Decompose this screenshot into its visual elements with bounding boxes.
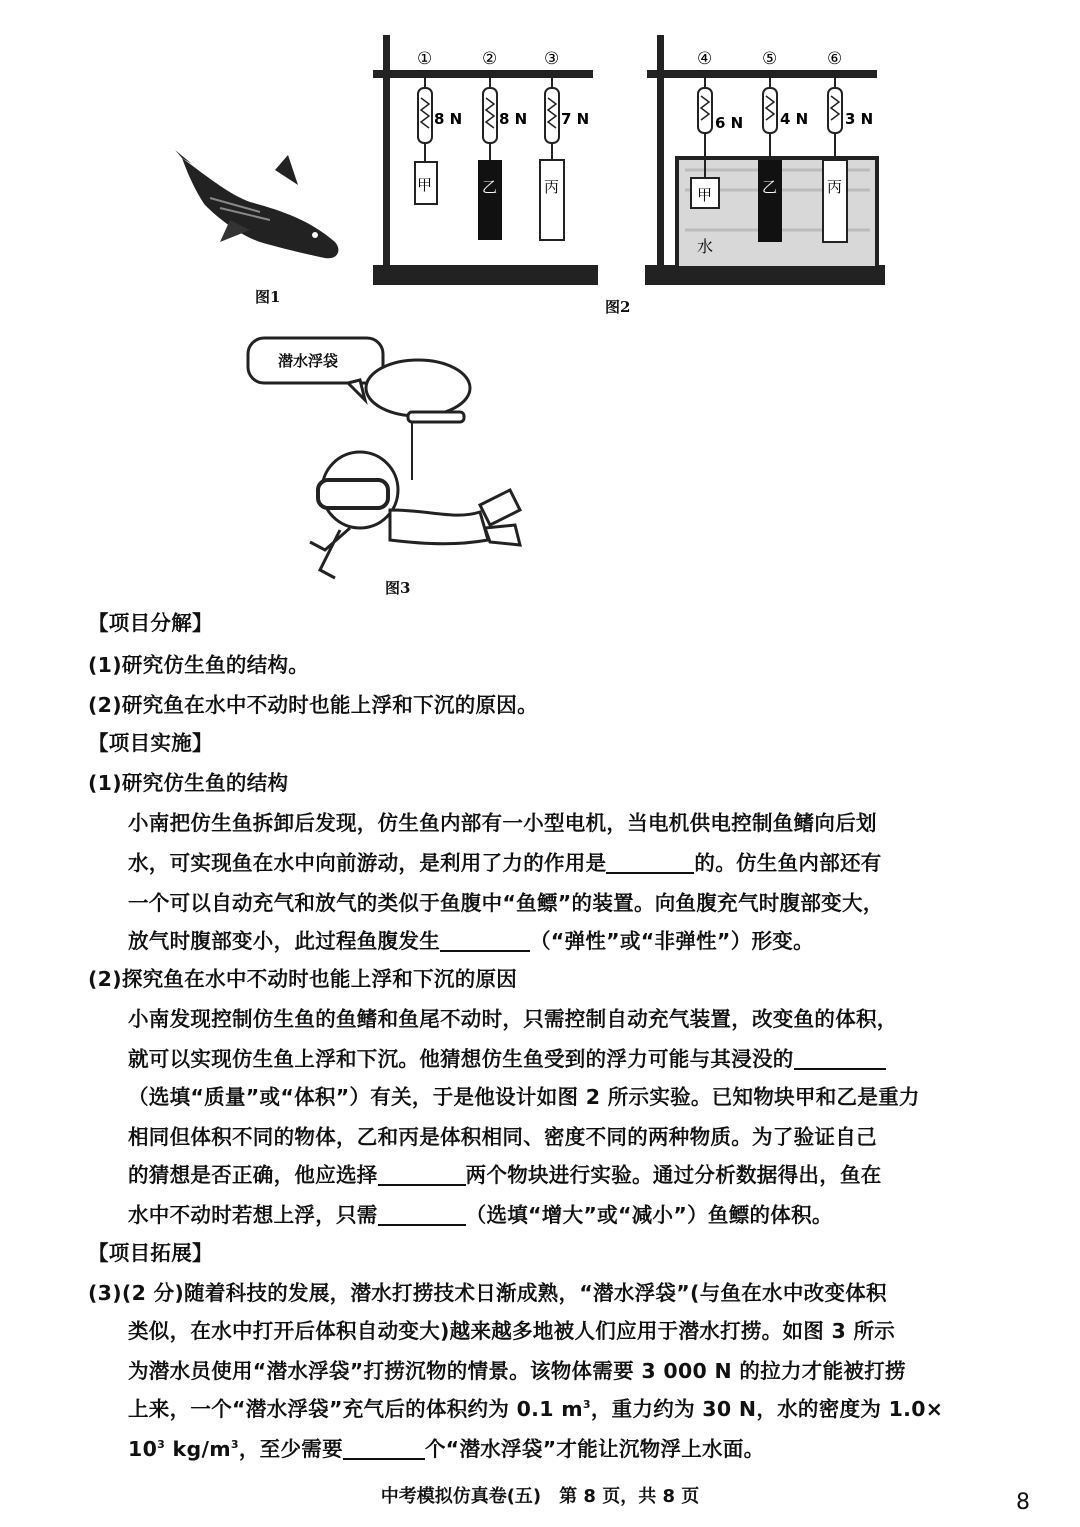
label-1: ① (417, 49, 433, 69)
answer-blank-4[interactable] (378, 1161, 466, 1186)
label-6: ⑥ (827, 49, 843, 69)
impl1-line1: 小南把仿生鱼拆卸后发现，仿生鱼内部有一小型电机，当电机供电控制鱼鳍向后划 (128, 811, 877, 835)
impl2-line3: （选填“质量”或“体积”）有关，于是他设计如图 2 所示实验。已知物块甲和乙是重力 (128, 1085, 920, 1109)
decompose-2: (2)研究鱼在水中不动时也能上浮和下沉的原因。 (88, 693, 538, 717)
reading-3: 7 N (561, 110, 590, 128)
impl2-line5: 的猜想是否正确，他应选择 两个物块进行实验。通过分析数据得出，鱼在 (128, 1163, 882, 1187)
block-yi-right: 乙 (762, 178, 778, 196)
block-bing-left: 丙 (544, 178, 560, 196)
label-5: ⑤ (762, 49, 778, 69)
reading-1: 8 N (434, 110, 463, 128)
decompose-heading: 【项目分解】 (88, 611, 213, 635)
answer-blank-1[interactable] (606, 849, 694, 874)
fig1-shark-illustration (170, 150, 360, 270)
label-2: ② (482, 49, 498, 69)
fig2-caption: 图2 (605, 298, 631, 316)
implement-heading: 【项目实施】 (88, 731, 213, 755)
impl1-line4: 放气时腹部变小，此过程鱼腹发生 （“弹性”或“非弹性”）形变。 (128, 929, 814, 953)
block-jia-right: 甲 (697, 186, 713, 204)
impl2-line2: 就可以实现仿生鱼上浮和下沉。他猜想仿生鱼受到的浮力可能与其浸没的 (128, 1042, 886, 1072)
page-footer: 中考模拟仿真卷(五) 第 8 页，共 8 页 (380, 1486, 700, 1507)
answer-blank-3[interactable] (794, 1045, 886, 1070)
page-number: 8 (1016, 1490, 1030, 1515)
block-yi-left: 乙 (482, 178, 498, 196)
reading-2: 8 N (499, 110, 528, 128)
impl2-line4: 相同但体积不同的物体，乙和丙是体积相同、密度不同的两种物质。为了验证自己 (128, 1125, 877, 1149)
impl2-line1: 小南发现控制仿生鱼的鱼鳍和鱼尾不动时，只需控制自动充气装置，改变鱼的体积， (128, 1007, 898, 1031)
answer-blank-5[interactable] (378, 1201, 466, 1226)
exp-line1: (3)(2 分)随着科技的发展，潜水打捞技术日渐成熟，“潜水浮袋”(与鱼在水中改变体积 (88, 1281, 887, 1305)
block-bing-right: 丙 (827, 178, 843, 196)
fig3-bubble-text: 潜水浮袋 (278, 352, 339, 370)
exp-line3: 为潜水员使用“潜水浮袋”打捞沉物的情景。该物体需要 3 000 N 的拉力才能被打捞 (128, 1359, 906, 1383)
decompose-1: (1)研究仿生鱼的结构。 (88, 653, 310, 677)
water-label: 水 (697, 237, 714, 256)
impl2-title: (2)探究鱼在水中不动时也能上浮和下沉的原因 (88, 967, 518, 991)
reading-4: 6 N (715, 114, 744, 132)
impl1-line3: 一个可以自动充气和放气的类似于鱼腹中“鱼鳔”的装置。向鱼腹充气时腹部变大， (128, 891, 884, 915)
impl1-line2: 水，可实现鱼在水中向前游动，是利用了力的作用是 的。仿生鱼内部还有 (128, 851, 882, 875)
fig3-caption: 图3 (385, 579, 411, 597)
exp-line4: 上来，一个“潜水浮袋”充气后的体积约为 0.1 $m^3$，重力约为 30 N，水的密度为 1.0× (128, 1397, 944, 1421)
fig1-caption: 图1 (255, 288, 281, 306)
expand-heading: 【项目拓展】 (88, 1241, 213, 1265)
answer-blank-2[interactable] (440, 927, 530, 952)
block-jia-left: 甲 (417, 176, 433, 194)
reading-6: 3 N (845, 110, 874, 128)
impl2-line6: 水中不动时若想上浮，只需 （选填“增大”或“减小”）鱼鳔的体积。 (128, 1203, 833, 1227)
fig2-experiment-diagram (365, 30, 895, 300)
scale-3 (540, 70, 564, 240)
impl1-title: (1)研究仿生鱼的结构 (88, 771, 289, 795)
answer-blank-6[interactable] (343, 1435, 425, 1460)
scale-2 (478, 70, 502, 240)
label-3: ③ (544, 49, 560, 69)
exp-line2: 类似，在水中打开后体积自动变大)越来越多地被人们应用于潜水打捞。如图 3 所示 (128, 1319, 896, 1343)
label-4: ④ (697, 49, 713, 69)
exp-line5: $10^3$ $kg/m^3$，至少需要 个“潜水浮袋”才能让沉物浮上水面。 (128, 1437, 765, 1461)
reading-5: 4 N (780, 110, 809, 128)
